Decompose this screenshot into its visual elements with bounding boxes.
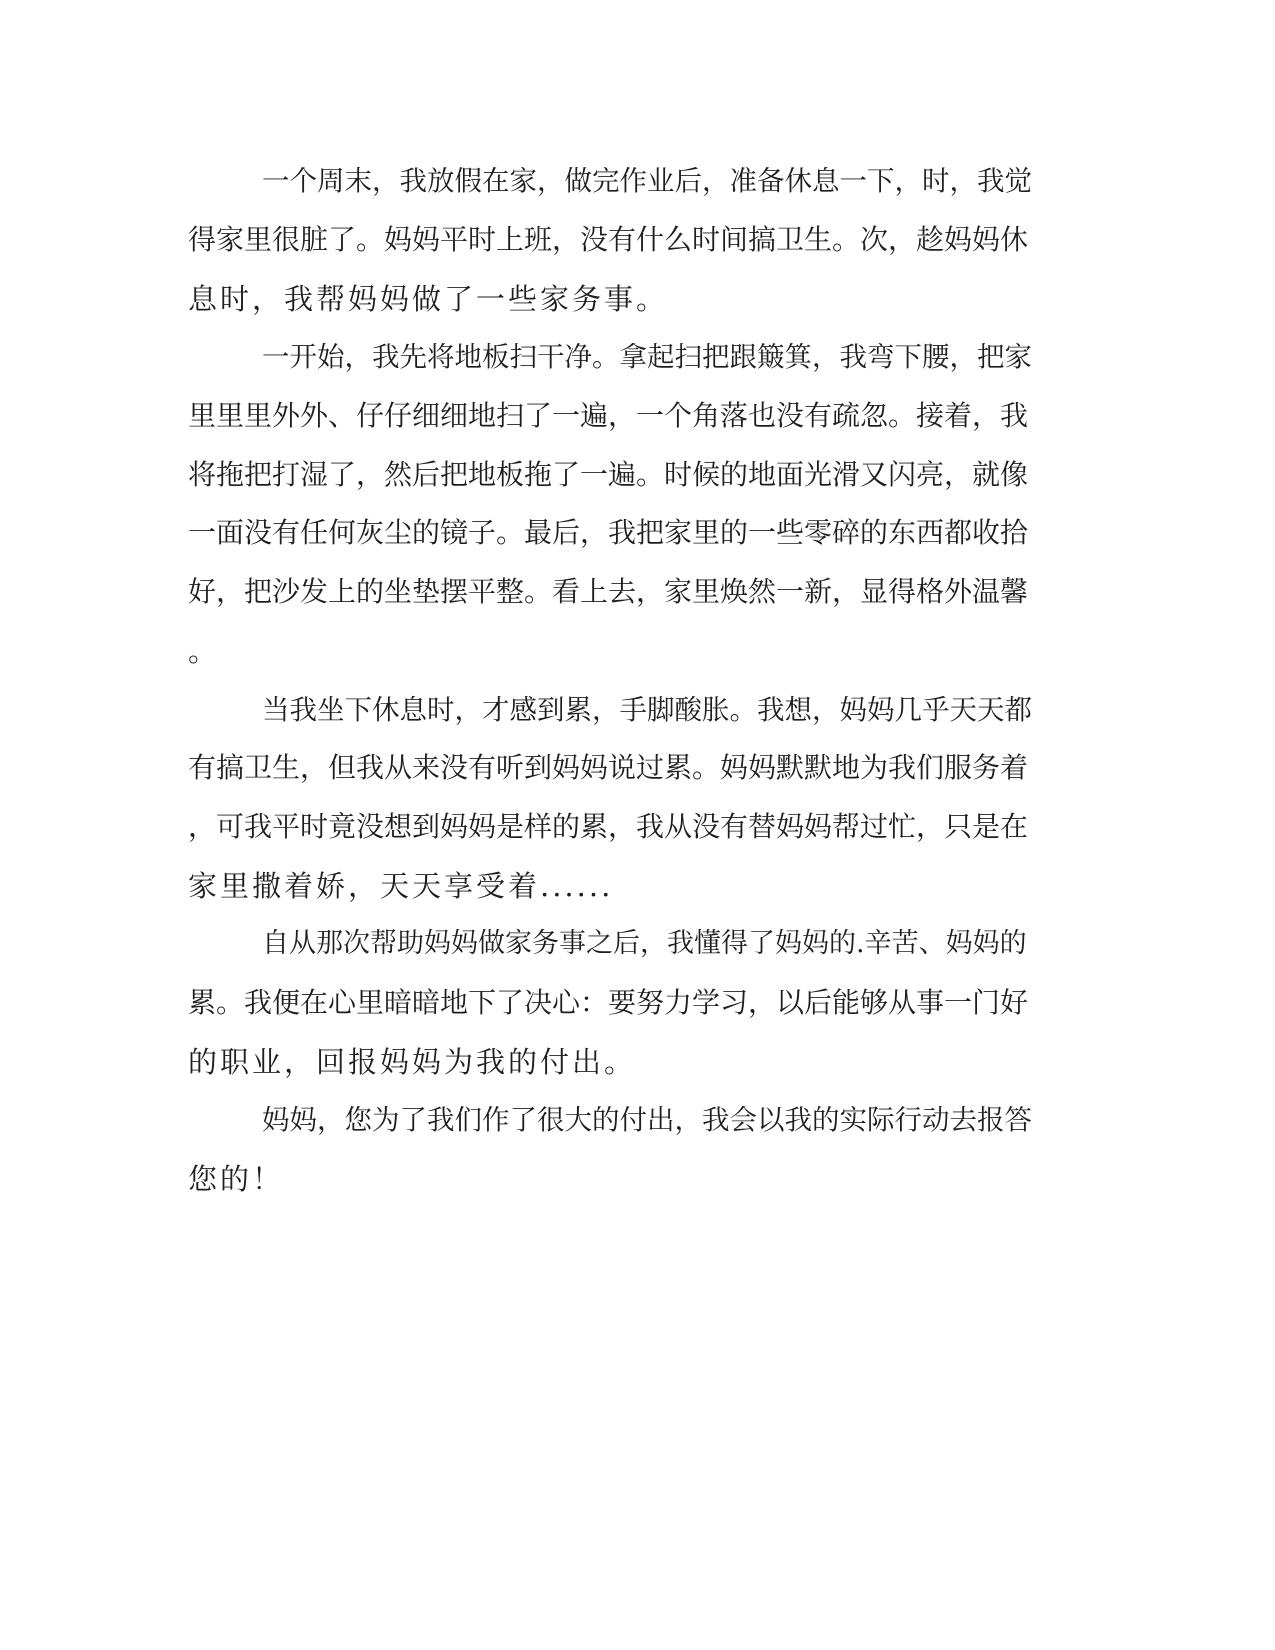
text-line: 家里撒着娇，天天享受着...... bbox=[188, 869, 614, 903]
text-line: 累。我便在心里暗暗地下了决心：要努力学习，以后能够从事一门好 bbox=[188, 986, 1029, 1019]
text-line: 里里里外外、仔仔细细地扫了一遍，一个角落也没有疏忽。接着，我 bbox=[188, 399, 1029, 432]
text-line: 将拖把打湿了，然后把地板拖了一遍。时候的地面光滑又闪亮，就像 bbox=[188, 458, 1029, 491]
text-line: 当我坐下休息时，才感到累，手脚酸胀。我想，妈妈几乎天天都 bbox=[262, 694, 1032, 726]
text-line: 一开始，我先将地板扫干净。拿起扫把跟簸箕，我弯下腰，把家 bbox=[262, 341, 1032, 373]
text-line: 的职业，回报妈妈为我的付出。 bbox=[188, 1045, 637, 1079]
text-line: 您的！ bbox=[188, 1162, 285, 1196]
text-line: 好，把沙发上的坐垫摆平整。看上去，家里焕然一新，显得格外温馨 bbox=[188, 575, 1029, 608]
text-line: 息时，我帮妈妈做了一些家务事。 bbox=[188, 282, 669, 316]
text-line: 一面没有任何灰尘的镜子。最后，我把家里的一些零碎的东西都收拾 bbox=[188, 516, 1029, 549]
text-line: 自从那次帮助妈妈做家务事之后，我懂得了妈妈的.辛苦、妈妈的 bbox=[262, 928, 1027, 959]
text-line: 得家里很脏了。妈妈平时上班，没有什么时间搞卫生。次，趁妈妈休 bbox=[188, 223, 1029, 256]
text-line: ，可我平时竟没想到妈妈是样的累，我从没有替妈妈帮过忙，只是在 bbox=[188, 810, 1029, 843]
text-line: 妈妈，您为了我们作了很大的付出，我会以我的实际行动去报答 bbox=[262, 1104, 1032, 1136]
text-line: 一个周末，我放假在家，做完作业后，准备休息一下，时，我觉 bbox=[262, 165, 1032, 197]
text-line: 有搞卫生，但我从来没有听到妈妈说过累。妈妈默默地为我们服务着 bbox=[188, 751, 1029, 784]
text-line: 。 bbox=[188, 634, 221, 668]
